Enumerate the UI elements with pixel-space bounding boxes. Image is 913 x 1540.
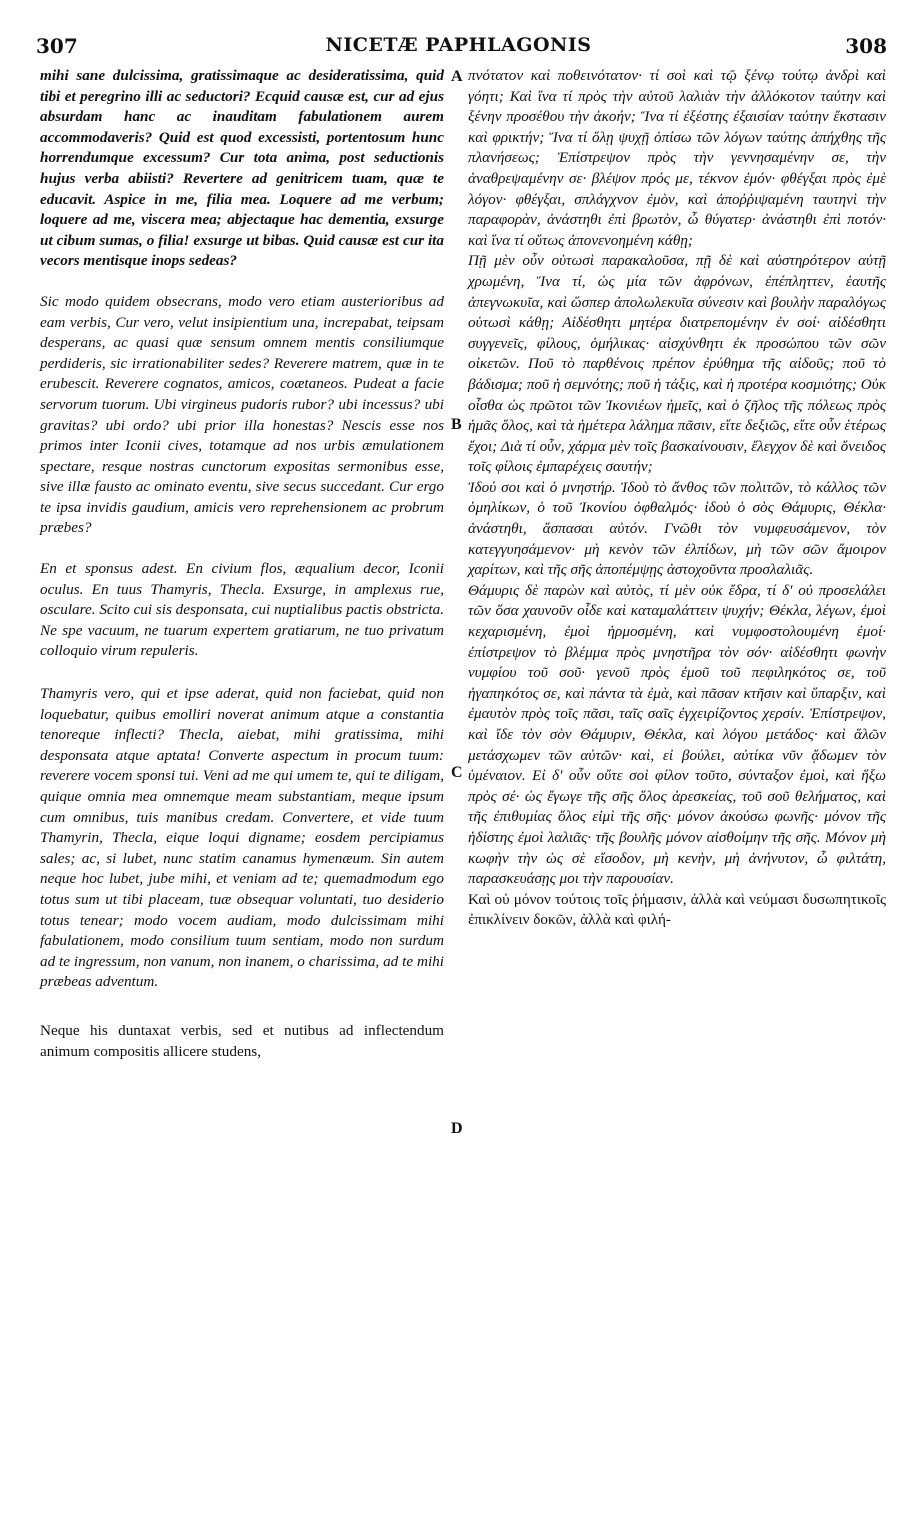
greek-paragraph-1: πνότατον καὶ ποθεινότατον· τί σοὶ καὶ τῷ ξένῳ τούτῳ ἀνδρὶ καὶ γόητι; Καὶ ἵνα τί πρὸς τὴν αὐτοῦ λαλιὰν τὴν ἀλλόκοτον ταύτην καὶ ξένην προσέθου τὴν ἀκοήν; Ἵνα τί ἐξέστης ἐξαισίαν ταύτην ἔκστασιν καὶ φρικτήν; Ἵνα τί ὅλῃ ψυχῇ ὀπίσω τῶν λόγων ταύτης ἀπήχθης τῆς πλανήσεως; Ἐπίστρεψον πρὸς τὴν γεννησαμένην σε, τὴν ἀναθρεψαμένην σε· βλέψον πρός με, τέκνον ἐμόν· φθέγξαι πρὸς ἐμὲ λόγον· φθέγξαι, σπλάγχνον ἐμὸν, καὶ ἀποῤῥιψαμένη ταυτηνὶ τὴν παραφορὰν, ἀνάστηθι ἐπὶ βρωτὸν, ὦ θύγατερ· ἀνάστηθι ἐπὶ ποτόν· καὶ ἵνα τί οὕτως ἀπονενοημένη κάθῃ; (468, 67, 886, 249)
page-number-right: 308 (845, 34, 887, 58)
greek-column (468, 66, 886, 931)
greek-paragraph-5: Καὶ οὐ μόνον τούτοις τοῖς ῥήμασιν, ἀλλὰ καὶ νεύμασι δυσωπητικοῖς ἐπικλίνειν δοκῶν, ἀλλὰ καὶ φιλή- (468, 890, 886, 929)
greek-paragraph-4: Θάμυρις δὲ παρὼν καὶ αὐτὸς, τί μὲν οὐκ ἔδρα, τί δ' οὐ προσελάλει τῶν ὅσα χαυνοῦν οἶδε καὶ καταμαλάττειν ψυχήν; Θέκλα, λέγων, ἐμοὶ κεχαρισμένη, ἐμοὶ ἡρμοσμένη, καὶ νυμφοστολουμένη ἐμοί· ἐπίστρεψον τὸ βλέμμα πρὸς μνηστῆρα τὸν σόν· αἰδέσθητι φωνὴν νυμφίου τοῦ σοῦ· γενοῦ πρὸς ἐμοῦ τοῦ πεφιληκότος σε, τοῦ ἠγαπηκότος σε, καὶ πάντα τὰ ἐμὰ, καὶ πᾶσαν κτῆσιν καὶ ὕπαρξιν, καὶ ἐμαυτὸν πρὸς τοῖς πᾶσι, ταῖς σαῖς ἐγχειρίζοντος χερσίν. Ἐπίστρεψον, καὶ ἴδε τὸν σὸν Θάμυριν, Θέκλα, καὶ λόγου μετάδος· καὶ ἅλῶν μετάσχωμεν τῶν αὐτῶν· καὶ, εἰ βούλει, αὐτίκα νῦν ᾄδωμεν τὸν ὑμέναιον. Εἰ δ' οὖν οὔτε σοὶ φίλον τοῦτο, σύνταξον ἐμοὶ, καὶ ἥξω πρὸς σέ· ὡς ἔγωγε τῆς σῆς ὅλος ἀρεσκείας, τοῦ σοῦ θελήματος, καὶ τῆς ἐπιθυμίας ὅλος εἰμὶ τῆς σῆς· μόνον ἀκούσω φωνῆς· μόνον τῆς ἡδίστης ἐμοὶ λαλιᾶς· τῆς βουλῆς μόνον αἰσθοίμην τῆς σῆς. Μόνον μὴ κωφὴν τὴν ὡς σὲ εἴσοδον, μὴ κενὴν, μὴ ἀνήνυτον, ὦ φιλτάτη, παρασκευάσῃς μοι τὴν παρουσίαν. (468, 581, 886, 888)
latin-paragraph-2: Sic modo quidem obsecrans, modo vero etiam austerioribus ad eam verbis, Cur vero, velut insipientium una, increpabat, teipsam desperans, ac quasi quæ sensum omnem mentis consiliumque perdideris, sic irrationabiliter sedes? Reverere matrem, quæ in te erubescit. Reverere cognatos, amicos, coætaneos. Pudeat a facie servorum tuorum. Ubi virgineus pudoris rubor? ubi incessus? ubi gravitas? ubi ordo? ubi prior illa honestas? Nescis esse nos primos inter Iconii cives, totamque ad nos urbis æmulationem spectare, resque nostras cunctorum expositas sermonibus esse, sive illæ fausto ac ominato eventu, sive secus succedant. Cur ergo te ipsa invidis gaudium, amicis vero reprehensionem ac probrum præbes? (40, 292, 444, 537)
greek-paragraph-2: Πῇ μὲν οὖν οὑτωσὶ παρακαλοῦσα, πῇ δὲ καὶ αὐστηρότερον αὐτῇ χρωμένη, Ἵνα τί, ὡς μία τῶν ἀφρόνων, ἐπέπληττεν, ἑαυτῆς ἀπεγνωκυῖα, καὶ ὥσπερ ἀπολωλεκυῖα σύνεσιν καὶ βουλὴν παραλόγως οὑτωσὶ κάθῃ; Αἰδέσθητι μητέρα διατρεπομένην ἐν σοί· αἰδέσθητι συγγενεῖς, φίλους, ὁμήλικας· αἰσχύνθητι ἐκ προσώπου τῶν σῶν οἰκετῶν. Ποῦ τὸ παρθένοις πρέπον ἐρύθημα τῆς αἰδοῦς; ποῦ τὸ βάδισμα; ποῦ ἡ σεμνότης; ποῦ ἡ τάξις, καὶ ἡ προτέρα κοσμιότης; Οὐκ οἶσθα ὡς πρῶτοι τῶν Ἰκονιέων ἡμεῖς, καὶ ὁ ζῆλος τῆς πόλεως πρὸς ἡμᾶς ὅλος, καὶ τὰ ἡμέτερα λάλημα πᾶσιν, εἴτε δεξιῶς, εἴτε οὖν ἑτέρως ἔχοι; Διὰ τί οὖν, χάρμα μὲν τοῖς βασκαίνουσιν, ἔλεγχον δὲ καὶ ὄνειδος τοῖς φίλοις ἐμπαρέχεις σαυτήν; (468, 252, 886, 476)
latin-paragraph-3: En et sponsus adest. En civium flos, æqualium decor, Iconii oculus. En tuus Thamyris, Thecla. Exsurge, in amplexus rue, osculare. Scito cui sis desponsata, cui nuptialibus pactis obstricta. Ne spe vacuum, ne tuarum expertem gratiarum, ne tuo privatum colloquio virum repuleris. (40, 560, 444, 660)
margin-marker-a: A (451, 68, 463, 85)
running-title: NICETÆ PAPHLAGONIS (325, 34, 592, 56)
latin-paragraph-4: Thamyris vero, qui et ipse aderat, quid non faciebat, quid non loquebatur, quibus emolliri noverat animum atque a constantia tenoreque inflecti? Thecla, aiebat, mihi gratissima, mihi desponsata atque aptata! Converte aspectum in procum tuum: reverere vocem sponsi tui. Veni ad me qui umem te, qui te diligam, quique omnia mea omnemque meam substantiam, meque ipsum cum omnibus, tuis manibus credam. Convertere, et vide tuum Thamyrin, Thecla, eique loqui digname; eosdem percipiamus sales; ac, si lubet, nunc statim canamus hymenæum. Sin autem neque hoc lubet, jube mihi, et veniam ad te; quemadmodum ego totus sum ut tibi placeam, tuæ obsequar voluntati, tuo desiderio totus tenear; modo vocem audiam, modo dulcissimam mihi fabulationem, modo consilium tuum sentiam, modo non surdum ad te ingressum, non vanum, non inanem, o charissima, ad te mihi præbeas adventum. (40, 685, 444, 991)
margin-marker-b: B (451, 416, 462, 433)
greek-paragraph-3: Ἰδού σοι καὶ ὁ μνηστήρ. Ἰδοὺ τὸ ἄνθος τῶν πολιτῶν, τὸ κάλλος τῶν ὁμηλίκων, ὁ τοῦ Ἰκονίου ὀφθαλμός· ἰδοὺ ὁ σὸς Θάμυρις, Θέκλα· ἀνάστηθι, ἄσπασαι αὐτόν. Γνῶθι τὸν νυμφευσάμενον, τὸν κατεγγυησάμενον· μὴ κενὸν τῶν ἐλπίδων, μὴ τῶν σῶν ἄμοιρον χαρίτων, καὶ τῆς σῆς ἀποπέμψῃς ἀστοχοῦντα προσλαλιᾶς. (468, 478, 886, 579)
latin-column (40, 66, 444, 1062)
running-header (30, 34, 887, 64)
latin-paragraph-5: Neque his duntaxat verbis, sed et nutibus ad inflectendum animum compositis allicere studens, (40, 1021, 444, 1060)
margin-marker-c: C (451, 764, 463, 781)
margin-marker-d: D (451, 1120, 463, 1137)
latin-paragraph-1: mihi sane dulcissima, gratissimaque ac desideratissima, quid tibi et peregrino illi ac seductori? Ecquid causæ est, cur ad ejus absurdam hanc ac inauditam fabulationem aurem accommodaveris? Quid est quod excessisti, portentosum hunc horrendumque excessum? Cur tota anima, post seductionis hujus verba abiisti? Revertere ad genitricem tuam, quæ te educavit. Aspice in me, filia mea. Loquere ad me verbum; loquere ad me, viscera mea; abjectaque hac dementia, exsurge ut cibum sumas, o filia! exsurge ut bibas. Quid causæ est cur ita vecors mentisque inops sedeas? (40, 67, 444, 270)
page-number-left: 307 (36, 34, 78, 58)
